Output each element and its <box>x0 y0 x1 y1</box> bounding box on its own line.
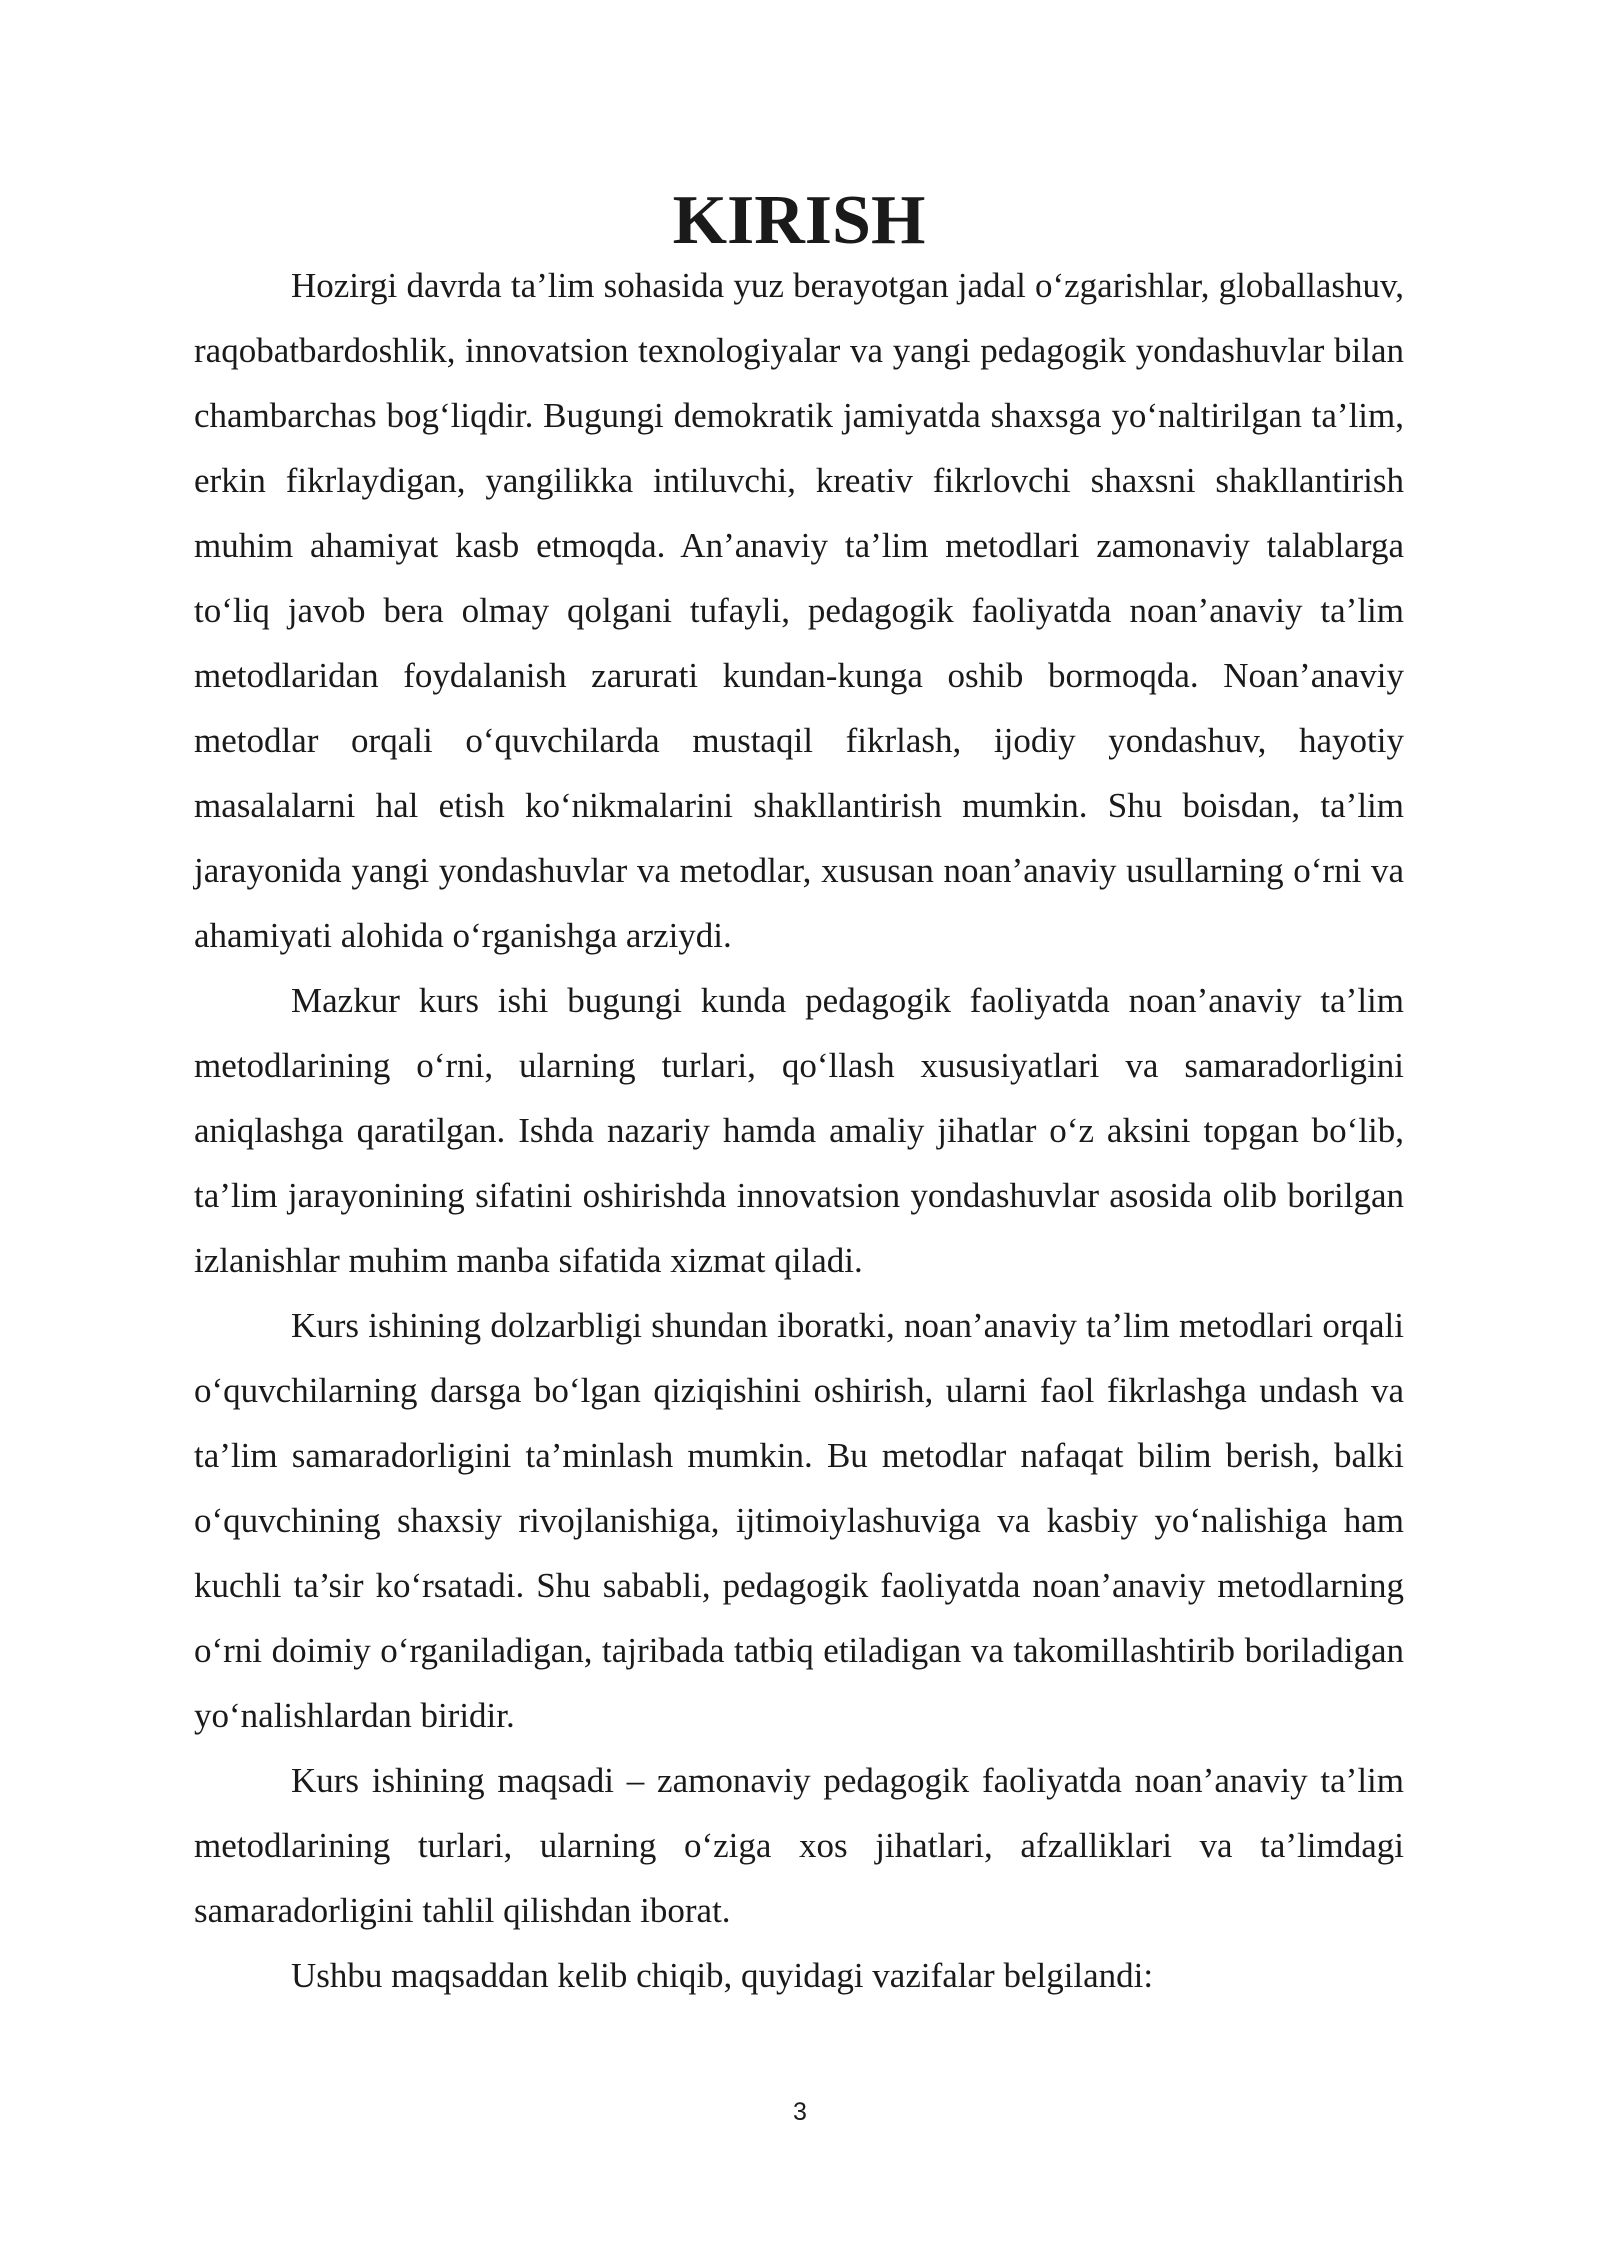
paragraph-1: Hozirgi davrda ta’lim sohasida yuz berayotgan jadal o‘zgarishlar, globallashuv, raqobatbardoshlik, innovatsion texnologiyalar va yangi pedagogik yondashuvlar bilan chambarchas bog‘liqdir. Bugungi demokratik jamiyatda shaxsga yo‘naltirilgan ta’lim, erkin fikrlaydigan, yangilikka intiluvchi, kreativ fikrlovchi shaxsni shakllantirish muhim ahamiyat kasb etmoqda. An’anaviy ta’lim metodlari zamonaviy talablarga to‘liq javob bera olmay qolgani tufayli, pedagogik faoliyatda noan’anaviy ta’lim metodlaridan foydalanish zarurati kundan-kunga oshib bormoqda. Noan’anaviy metodlar orqali o‘quvchilarda mustaqil fikrlash, ijodiy yondashuv, hayotiy masalalarni hal etish ko‘nikmalarini shakllantirish mumkin. Shu boisdan, ta’lim jarayonida yangi yondashuvlar va metodlar, xususan noan’anaviy usullarning o‘rni va ahamiyati alohida o‘rganishga arziydi. <box>194 266 1404 955</box>
paragraph-5: Ushbu maqsaddan kelib chiqib, quyidagi vazifalar belgilandi: <box>291 1956 1154 1995</box>
paragraph-3: Kurs ishining dolzarbligi shundan iboratki, noan’anaviy ta’lim metodlari orqali o‘quvchilarning darsga bo‘lgan qiziqishini oshirish, ularni faol fikrlashga undash va ta’lim samaradorligini ta’minlash mumkin. Bu metodlar nafaqat bilim berish, balki o‘quvchining shaxsiy rivojlanishiga, ijtimoiylashuviga va kasbiy yo‘nalishiga ham kuchli ta’sir ko‘rsatadi. Shu sababli, pedagogik faoliyatda noan’anaviy metodlarning o‘rni doimiy o‘rganiladigan, tajribada tatbiq etiladigan va takomillashtirib boriladigan yo‘nalishlardan biridir. <box>194 1306 1404 1735</box>
page-number: 3 <box>793 2098 807 2126</box>
paragraph-4: Kurs ishining maqsadi – zamonaviy pedagogik faoliyatda noan’anaviy ta’lim metodlarining turlari, ularning o‘ziga xos jihatlari, afzalliklari va ta’limdagi samaradorligini tahlil qilishdan iborat. <box>194 1761 1404 1930</box>
document-body <box>194 182 1404 2008</box>
page-title: KIRISH <box>672 182 926 259</box>
paragraph-2: Mazkur kurs ishi bugungi kunda pedagogik faoliyatda noan’anaviy ta’lim metodlarining o‘rni, ularning turlari, qo‘llash xususiyatlari va samaradorligini aniqlashga qaratilgan. Ishda nazariy hamda amaliy jihatlar o‘z aksini topgan bo‘lib, ta’lim jarayonining sifatini oshirishda innovatsion yondashuvlar asosida olib borilgan izlanishlar muhim manba sifatida xizmat qiladi. <box>194 981 1404 1280</box>
